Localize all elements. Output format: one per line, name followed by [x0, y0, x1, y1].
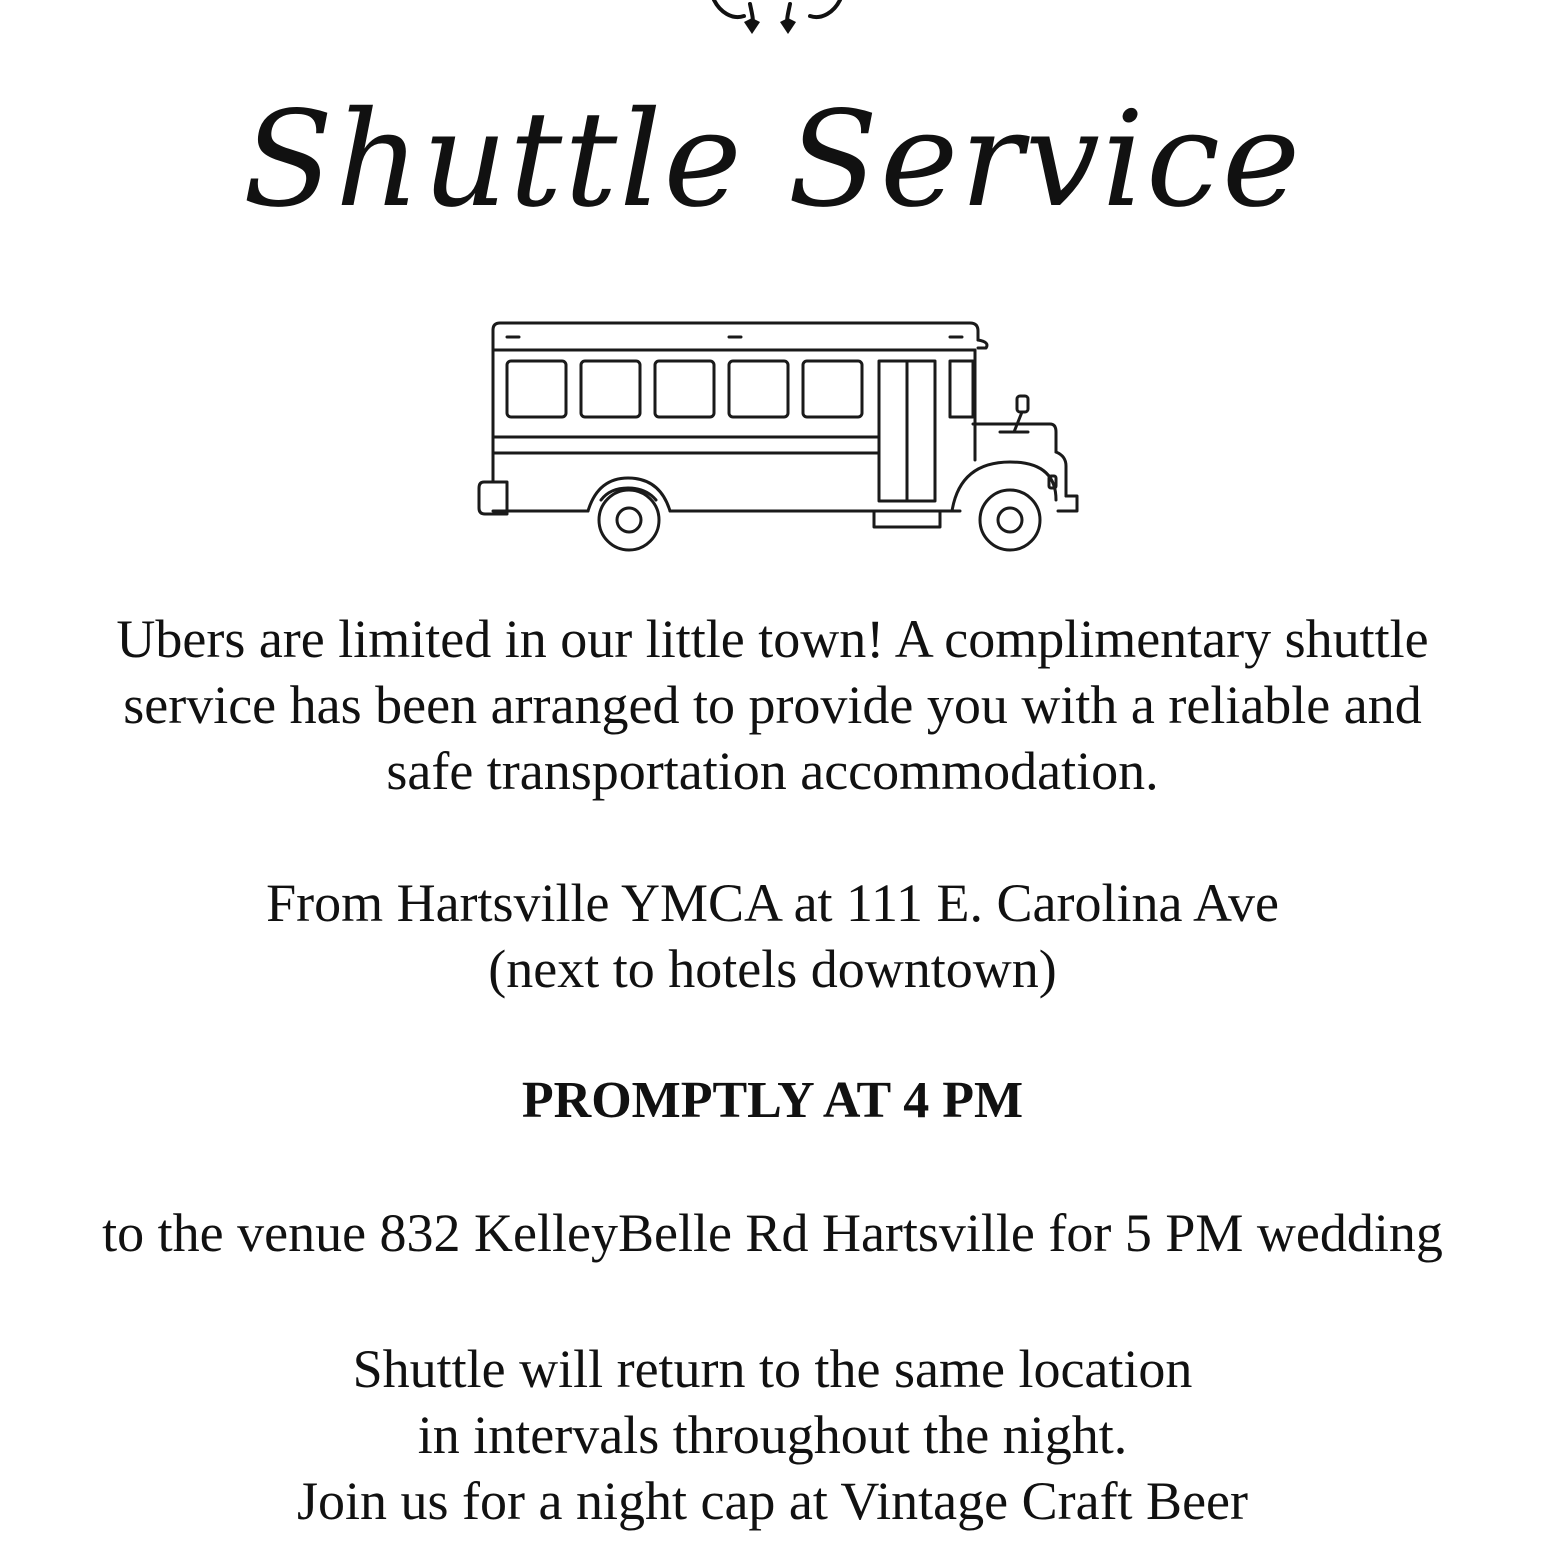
pickup-address: From Hartsville YMCA at 111 E. Carolina Ave: [266, 873, 1279, 933]
intro-line: Ubers are limited in our little town! A complimentary shuttle: [116, 609, 1429, 669]
pickup-location: [0, 870, 1545, 1002]
return-info: [0, 1336, 1545, 1534]
return-line: in intervals throughout the night.: [417, 1405, 1128, 1465]
page-title: Shuttle Service: [242, 83, 1303, 237]
return-line: Join us for a night cap at Vintage Craft Beer: [297, 1471, 1248, 1531]
intro-line: service has been arranged to provide you with a reliable and: [123, 675, 1422, 735]
departure-time: PROMPTLY AT 4 PM: [521, 1072, 1024, 1129]
shuttle-bus-icon: [470, 310, 1090, 560]
return-line: Shuttle will return to the same location: [352, 1339, 1193, 1399]
intro-paragraph: [0, 606, 1545, 804]
pickup-note: (next to hotels downtown): [488, 939, 1057, 999]
venue-destination: to the venue 832 KelleyBelle Rd Hartsville for 5 PM wedding: [102, 1203, 1443, 1263]
intro-line: safe transportation accommodation.: [386, 741, 1159, 801]
fleur-ornament-icon: [692, 0, 862, 40]
